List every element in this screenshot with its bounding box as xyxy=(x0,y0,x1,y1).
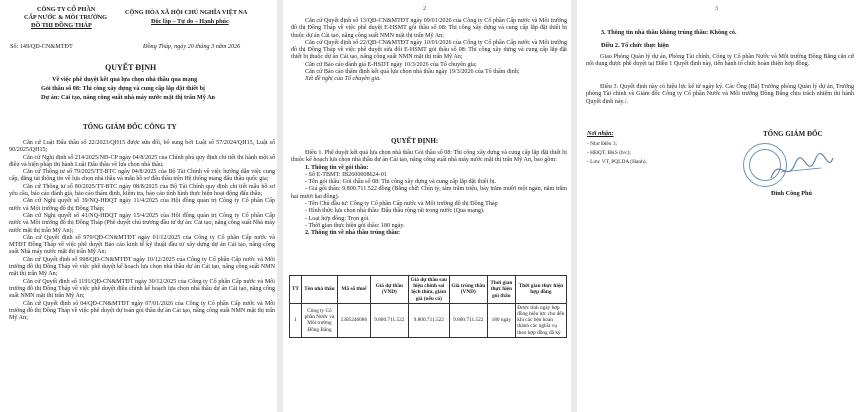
legal-basis-item: Căn cứ Quyết định số 998/QĐ-CN&MTĐT ngày 10/12/2025 của Công ty Cổ phần Cấp nước và Môi trường đô thị Đồng Tháp về việc phê duyệt kế hoạch lựa chọn nhà thầu dự án Cải tạo, nâng công suất NMN mặt thị trấn Mỹ An; xyxy=(9,256,275,278)
document-title: QUYẾT ĐỊNH xyxy=(105,63,157,72)
signer-name: Đinh Công Phú xyxy=(771,190,812,197)
package-name: Gói thầu số 08: Thi công xây dựng và cung cấp lắp đặt thiết bị xyxy=(41,85,205,92)
recipient-item: - HĐQT, BKS (b/c); xyxy=(587,150,631,156)
page-number: 2 xyxy=(423,6,426,12)
article-3-body xyxy=(586,84,854,106)
org-name-line2: CẤP NƯỚC & MÔI TRƯỜNG xyxy=(24,14,107,21)
column-header: TT xyxy=(290,276,302,304)
legal-basis-item: Căn cứ Thông tư số 80/2025/TT-BTC ngày 08/8/2025 của Bộ Tài Chính quy định chi tiết mẫu hồ sơ yêu cầu, báo cáo đánh giá, báo cáo thẩm định, kiểm tra, báo cáo tình hình thực hiện hoạt động đấu thầu; xyxy=(9,183,275,198)
article-1 xyxy=(291,150,567,238)
table-cell: 9.800.711.522 xyxy=(370,303,408,337)
page-number: 3 xyxy=(715,6,718,12)
section-1-heading: 1. Thông tin về gói thầu: xyxy=(305,164,369,171)
table-cell: Công ty Cổ phần Nước và Môi trường Đồng Bằng xyxy=(301,303,337,337)
recipients-title: Nơi nhận: xyxy=(587,130,614,137)
legal-basis-list-continued xyxy=(291,18,567,84)
table-row xyxy=(290,303,567,337)
table-header-row xyxy=(290,276,567,304)
legal-basis-item: Căn cứ Báo cáo đánh giá E-HSDT ngày 10/3/2026 của Tổ chuyên gia; xyxy=(305,61,477,68)
table-cell: 1305246086 xyxy=(338,303,371,337)
column-header: Giá dự thầu sau hiệu chỉnh sai lệch thừa, giảm giá (nếu có) xyxy=(409,276,450,304)
article-3-text: Điều 3. Quyết định này có hiệu lực kể từ ngày ký. Các Ông (Bà) Trưởng phòng Quản lý dự án, Trưởng phòng Tài chính và Giám đốc Công ty Cổ phần Nước và Môi trường Đồng Bằng chịu trách nhiệm thi hành Quyết định này./. xyxy=(586,84,854,105)
legal-basis-item: Căn cứ Nghị định số 214/2025/NĐ-CP ngày 04/8/2025 của Chính phủ quy định chi tiết thi hành một số điều và biện pháp thi hành Luật Đấu thầu về lựa chọn nhà thầu; xyxy=(9,154,275,168)
table-cell: Được tính ngày hợp đồng hiệu lực cho đến khi các bên hoàn thành các nghĩa vụ theo hợp đồng đã ký xyxy=(515,303,566,337)
column-header: Mã số thuế xyxy=(338,276,371,304)
legal-basis-item: Căn cứ Thông tư số 79/2025/TT-BTC ngày 04/8/2025 của Bộ Tài Chính về việc hướng dẫn việc cung cấp, đăng tải thông tin về lựa chọn nhà thầu và mẫu hồ sơ đấu thầu trên Hệ thống mạng đấu thầu quốc gia; xyxy=(9,169,275,183)
table-cell: 1 xyxy=(290,303,302,337)
column-header: Giá dự thầu (VND) xyxy=(370,276,408,304)
document-subtitle: Về việc phê duyệt kết quả lựa chọn nhà thầu qua mạng xyxy=(52,76,198,83)
article-1-text: Điều 1. Phê duyệt kết quả lựa chọn nhà thầu Gói thầu số 08: Thi công xây dựng và cung cấp lắp đặt thiết bị thuộc kế hoạch lựa chọn nhà thầu dự án Cải tạo, nâng công suất nhà máy nước mặt thị trấn Mỹ An, bao gồm: xyxy=(291,150,567,164)
legal-basis-item: Căn cứ Luật Đấu thầu số 22/2023/QH15 được sửa đổi, bổ sung bởi Luật số 57/2024/QH15, Luật số 90/2025/QH15; xyxy=(9,140,275,154)
project-name: Dự án: Cải tạo, nâng công suất nhà máy nước mặt thị trấn Mỹ An xyxy=(41,94,215,101)
recipient-item: - Lưu: VT, PQLDA (Hạnh). xyxy=(587,159,647,165)
package-info-item: - Tên Chủ đầu tư: Công ty Cổ phần Cấp nước và Môi trường đô thị Đồng Tháp xyxy=(305,201,498,208)
document-page-3 xyxy=(577,0,856,412)
article-2-heading: Điều 2. Tổ chức thực hiện xyxy=(601,42,669,49)
legal-basis-item: Căn cứ Quyết định số 22/QĐ-CN&MTĐT ngày 10/01/2026 của Công ty Cổ phần Cấp nước và Môi trường đô thị Đồng Tháp về việc phê duyệt sửa đổi E-HSMT gói thầu số 08: Thi công xây dựng và cung cấp lắp đặt thiết bị thuộc dự án Cải tạo, nâng công suất NMN mặt thị trấn Mỹ An; xyxy=(291,39,567,61)
org-name-line3: ĐỒ THỊ ĐỒNG THÁP xyxy=(31,22,92,29)
column-header: Thời gian thực hiện gói thầu xyxy=(487,276,515,304)
signature-image xyxy=(767,150,837,186)
section-2-heading: 2. Thông tin về nhà thầu trúng thầu: xyxy=(305,230,401,237)
recipient-item: - Như Điều 3; xyxy=(587,141,618,147)
table-cell: 9.800.711.522 xyxy=(449,303,487,337)
winning-bidder-table xyxy=(289,275,567,338)
article-2-body xyxy=(586,54,854,69)
legal-basis-item: Căn cứ Quyết định số 13/QĐ-CN&MTĐT ngày 09/01/2026 của Công ty Cổ phần Cấp nước và Môi trường đô thị Đồng Tháp về việc phê duyệt E-HSMT gói thầu số 08: Thi công xây dựng và cung cấp lắp đặt thiết bị thuộc dự án Cải tạo, nâng công suất NMN mặt thị trấn Mỹ An; xyxy=(291,18,567,39)
section-3-heading: 3. Thông tin nhà thầu không trúng thầu: Không có. xyxy=(601,29,737,36)
document-page-2 xyxy=(283,0,571,412)
org-name-line1: CÔNG TY CỔ PHẦN xyxy=(37,6,96,13)
document-date: Đồng Tháp, ngày 20 tháng 3 năm 2026 xyxy=(143,43,241,50)
package-info-item: - Thời gian thực hiện gói thầu: 180 ngày. xyxy=(305,222,405,229)
package-info-item: - Số E-TBMT: IB2600008624-01 xyxy=(305,171,387,178)
nation-title: CỘNG HÒA XÃ HỘI CHỦ NGHĨA VIỆT NA xyxy=(125,9,248,16)
decision-heading: QUYẾT ĐỊNH: xyxy=(391,137,439,145)
legal-basis-item: Căn cứ Quyết định số 1191/QĐ-CN&MTĐT ngày 30/12/2025 của Công ty Cổ phần Cấp nước và Môi trường đô thị Đồng Tháp về việc phê duyệt điều chỉnh kế hoạch lựa chọn nhà thầu dự án Cải tạo, nâng công suất NMN mặt thị trấn Mỹ An; xyxy=(9,278,275,300)
legal-basis-item: Căn cứ Quyết định số 04/QĐ-CN&MTĐT ngày 07/01/2026 của Công ty Cổ phần Cấp nước và Môi trường đô thị Đồng Tháp về việc phê duyệt dự toán gói thầu dự án Cải tạo, nâng công suất NMN mặt thị trấn Mỹ An; xyxy=(9,300,275,322)
legal-basis-item: Căn cứ Báo cáo thẩm định kết quả lựa chọn nhà thầu ngày 19/3/2026 của Tổ thẩm định; xyxy=(305,69,520,76)
issuing-authority: TỔNG GIÁM ĐỐC CÔNG TY xyxy=(83,123,177,131)
table-cell: 9.800.711.522 xyxy=(409,303,450,337)
column-header: Thời gian thực hiện hợp đồng xyxy=(515,276,566,304)
legal-basis-item: Căn cứ Nghị quyết số 39/NQ-HĐQT ngày 11/4/2025 của Hội đồng quản trị Công ty Cổ phần Cấp nước và Môi trường đô thị Đồng Tháp; xyxy=(9,198,275,212)
legal-basis-item: Căn cứ Quyết định số 979/QĐ-CN&MTĐT ngày 01/12/2025 của Công ty Cổ phần Cấp nước và MTĐT Đồng Tháp về việc phê duyệt Báo cáo kinh tế kỹ thuật đầu tư xây dựng dự án Cải tạo, nâng công suất Nhà máy nước mặt thị trấn Mỹ An; xyxy=(9,234,275,256)
document-number: Số: 149/QĐ-CN&MTĐT xyxy=(10,43,73,50)
package-info-item: - Hình thức lựa chọn nhà thầu: Đấu thầu rộng rãi trong nước (Qua mạng). xyxy=(305,208,485,215)
nation-motto: Độc lập – Tự do – Hạnh phúc xyxy=(151,18,229,25)
document-page-1 xyxy=(0,0,277,412)
legal-basis-list xyxy=(9,140,275,322)
article-2-text: Giao Phòng Quản lý dự án, Phòng Tài chính, Công ty Cổ phần Nước và Môi trường Đồng Bằng căn cứ nội dung được phê duyệt tại Điều 1 Quyết định này, tiến hành tổ chức hoàn thiện hợp đồng. xyxy=(586,54,854,68)
column-header: Tên nhà thầu xyxy=(301,276,337,304)
table-cell: 180 ngày xyxy=(487,303,515,337)
package-info-item: - Giá gói thầu: 9.800.711.522 đồng (Bằng chữ: Chín tỷ, tám trăm triệu, bảy trăm mười một ngàn, năm trăm hai mươi hai đồng). xyxy=(291,186,567,200)
legal-basis-item: Căn cứ Nghị quyết số 41/NQ-HĐQT ngày 15/4/2025 của Hội đồng quản trị Công ty Cổ phần Cấp nước và Môi trường đô thị Đồng Tháp (Phê duyệt chủ trương đầu tư dự án: Cải tạo, nâng công suất Nhà máy nước mặt thị trấn Mỹ An); xyxy=(9,212,275,234)
package-info-item: - Tên gói thầu: Gói thầu số 08: Thi công xây dựng và cung cấp lắp đặt thiết bị. xyxy=(305,179,497,186)
legal-basis-item: Xét đề nghị của Tổ chuyên gia. xyxy=(305,76,381,83)
package-info-item: - Loại hợp đồng: Trọn gói. xyxy=(305,215,370,222)
signer-title: TỔNG GIÁM ĐỐC xyxy=(763,130,823,138)
column-header: Giá trúng thầu (VND) xyxy=(449,276,487,304)
